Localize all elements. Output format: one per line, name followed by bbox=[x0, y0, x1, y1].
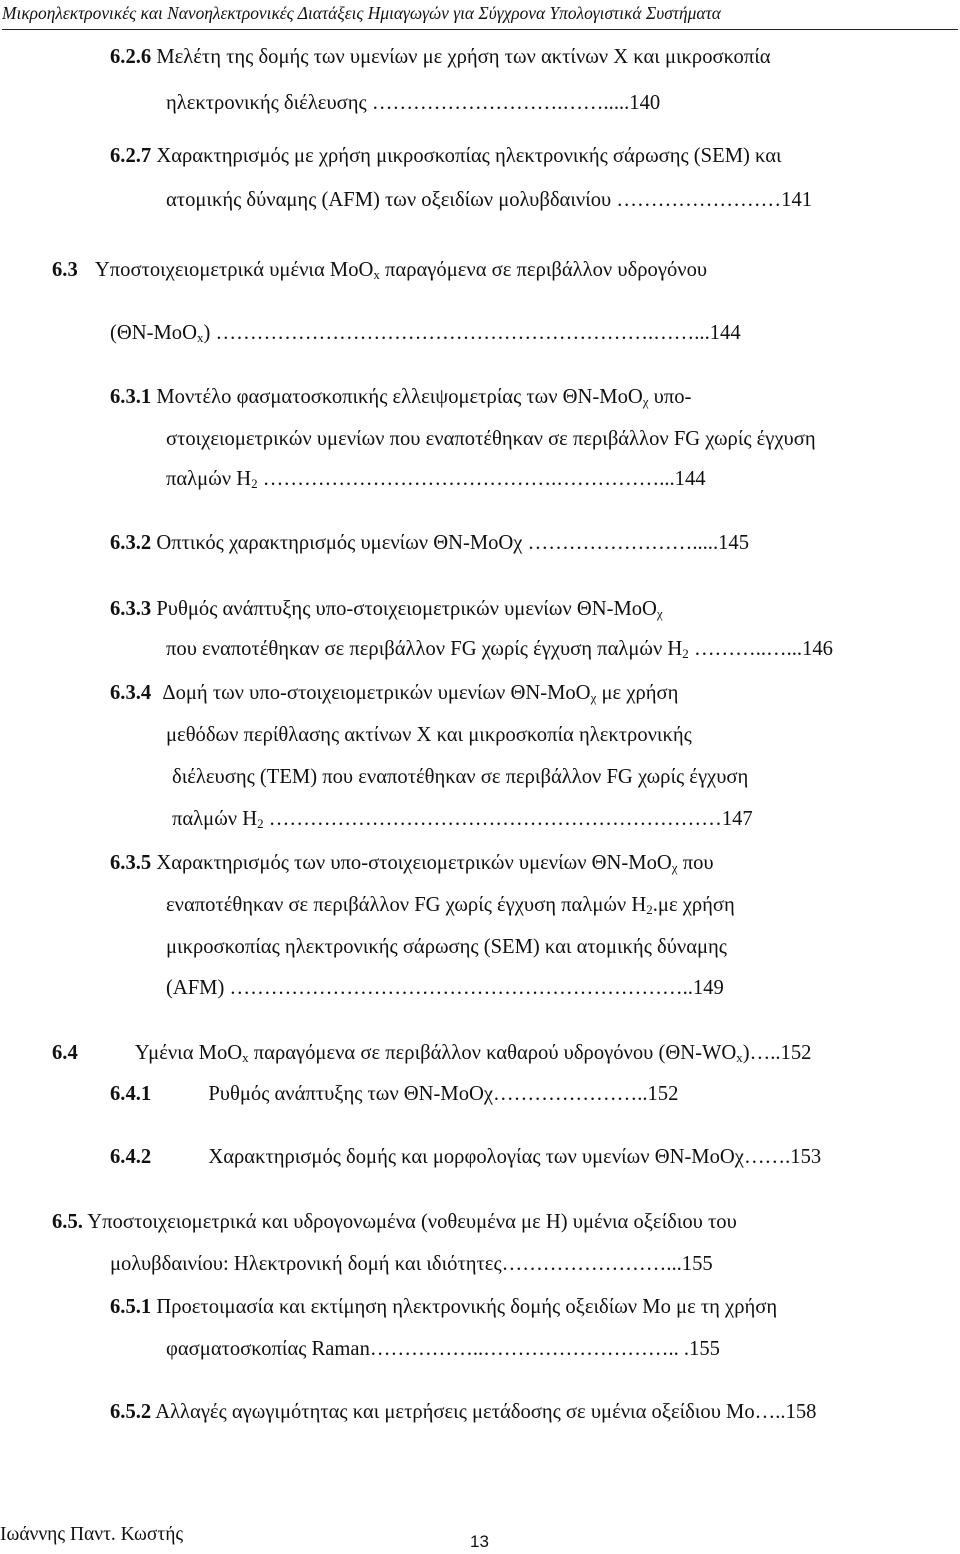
toc-dot-leader: … bbox=[754, 1401, 776, 1423]
toc-page-number: ..152 bbox=[770, 1042, 812, 1064]
toc-number: 6.2.6 bbox=[110, 46, 152, 68]
toc-number: 6.3.5 bbox=[110, 852, 152, 874]
toc-page-number: 141 bbox=[781, 189, 813, 211]
toc-page-number: ..158 bbox=[775, 1401, 817, 1423]
toc-page-number: 155 bbox=[689, 1338, 720, 1360]
toc-number: 6.5. bbox=[52, 1211, 83, 1233]
running-title: Μικροηλεκτρονικές και Νανοηλεκτρονικές Διατάξεις Ημιαγωγών για Σύγχρονα Υπολογιστικά Συστήματα bbox=[2, 3, 721, 23]
toc-entry-6-3-5-line1 bbox=[110, 850, 956, 881]
subscript: χ bbox=[642, 394, 649, 409]
toc-dot-leader: …………………….. bbox=[527, 532, 703, 554]
toc-entry-6-2-6-line2[interactable] bbox=[166, 90, 660, 116]
toc-title: Χαρακτηρισμός των υπο-στοιχειομετρικών υμενίων ΘΝ-MoO bbox=[151, 852, 672, 874]
toc-number: 6.4.1 bbox=[110, 1083, 152, 1105]
toc-dot-leader: …………………… bbox=[616, 189, 782, 211]
toc-title: ) bbox=[742, 1042, 750, 1064]
toc-entry-6-4-1[interactable] bbox=[110, 1081, 678, 1107]
toc-number: 6.2.7 bbox=[110, 145, 152, 167]
toc-page-number: ...155 bbox=[666, 1253, 713, 1275]
subscript: χ bbox=[656, 606, 663, 621]
toc-page-number: ...146 bbox=[786, 638, 833, 660]
toc-title-cont: παλμών H bbox=[172, 808, 258, 830]
toc-title: που bbox=[677, 852, 714, 874]
subscript: x bbox=[373, 267, 380, 282]
toc-title-cont: (ΘΝ-MoO bbox=[110, 322, 197, 344]
toc-entry-6-2-7-line1 bbox=[110, 143, 782, 169]
subscript: x bbox=[736, 1050, 743, 1065]
footer-page-number: 13 bbox=[470, 1532, 489, 1551]
toc-dot-leader: ………………………………………………………….. bbox=[229, 977, 693, 999]
toc-title-cont: φασματοσκοπίας Raman bbox=[166, 1338, 370, 1360]
toc-page-number: 149 bbox=[692, 977, 724, 999]
toc-entry-6-3-line1 bbox=[52, 257, 707, 288]
toc-entry-6-3-5-line4[interactable] bbox=[166, 975, 724, 1001]
toc-dot-leader: …………………………………….…………… bbox=[262, 468, 660, 490]
toc-dot-leader: ………..… bbox=[693, 638, 787, 660]
toc-entry-6-4-2[interactable] bbox=[110, 1144, 821, 1170]
toc-title: Δομή των υπο-στοιχειομετρικών υμενίων ΘΝ-MoO bbox=[162, 682, 591, 704]
running-header bbox=[2, 1, 958, 30]
toc-dot-leader: ……………………….…….. bbox=[371, 92, 614, 114]
toc-page-number: ...144 bbox=[659, 468, 706, 490]
toc-entry-6-3-2[interactable] bbox=[110, 530, 749, 556]
toc-number: 6.5.1 bbox=[110, 1296, 152, 1318]
toc-entry-6-3-4-line4[interactable] bbox=[172, 806, 753, 837]
toc-title-cont: ) bbox=[203, 322, 211, 344]
toc-title: παραγόμενα σε περιβάλλον υδρογόνου bbox=[379, 259, 708, 281]
toc-page-number: ...140 bbox=[613, 92, 661, 114]
toc-entry-6-5-line1 bbox=[52, 1209, 737, 1235]
toc-title: Ρυθμός ανάπτυξης των ΘΝ-MoOχ bbox=[208, 1083, 494, 1105]
toc-title-cont: ηλεκτρονικής διέλευσης bbox=[166, 92, 367, 114]
toc-entry-6-3-5-line3 bbox=[166, 934, 956, 960]
toc-title: υπο- bbox=[648, 386, 692, 408]
subscript: χ bbox=[590, 690, 597, 705]
toc-title: Χαρακτηρισμός με χρήση μικροσκοπίας ηλεκτρονικής σάρωσης (SEM) και bbox=[151, 145, 782, 167]
toc-title: με χρήση bbox=[596, 682, 679, 704]
toc-entry-6-4[interactable] bbox=[52, 1040, 811, 1071]
toc-title-cont: ατομικής δύναμης (AFM) των οξειδίων μολυβδαινίου bbox=[166, 189, 612, 211]
toc-entry-6-5-line2[interactable] bbox=[110, 1251, 713, 1277]
toc-title: παραγόμενα σε περιβάλλον καθαρού υδρογόνου (ΘΝ-WO bbox=[248, 1042, 737, 1064]
toc-number: 6.3.4 bbox=[110, 682, 152, 704]
subscript: 2 bbox=[257, 816, 264, 831]
toc-title: Μελέτη της δομής των υμενίων με χρήση των ακτίνων Χ και μικροσκοπία bbox=[151, 46, 771, 68]
subscript: 2 bbox=[646, 902, 653, 917]
toc-entry-6-3-3-line1 bbox=[110, 596, 663, 627]
toc-number: 6.4 bbox=[52, 1042, 78, 1064]
toc-dot-leader: …………………. bbox=[493, 1083, 643, 1105]
toc-entry-6-2-7-line2[interactable] bbox=[166, 187, 812, 213]
toc-entry-6-3-3-line2[interactable] bbox=[166, 636, 833, 667]
toc-entry-6-3-line2[interactable] bbox=[110, 320, 741, 351]
toc-title-cont: μολυβδαινίου: Ηλεκτρονική δομή και ιδιότητες bbox=[110, 1253, 502, 1275]
toc-title-cont: .με χρήση bbox=[652, 894, 735, 916]
toc-title-cont: (AFM) bbox=[166, 977, 225, 999]
toc-dot-leader: … bbox=[749, 1042, 771, 1064]
toc-title: Προετοιμασία και εκτίμηση ηλεκτρονικής δομής οξειδίων Mo με τη χρήση bbox=[151, 1296, 778, 1318]
toc-entry-6-3-4-line1 bbox=[110, 680, 678, 711]
footer-author: Ιωάννης Παντ. Κωστής bbox=[0, 1524, 184, 1545]
toc-entry-6-5-2[interactable] bbox=[110, 1399, 816, 1425]
toc-title: Χαρακτηρισμός δομής και μορφολογίας των υμενίων ΘΝ-MoOχ bbox=[208, 1146, 744, 1168]
toc-entry-6-3-4-line2 bbox=[166, 722, 692, 748]
toc-entry-6-2-6-line1 bbox=[110, 44, 956, 70]
subscript: x bbox=[196, 330, 204, 345]
toc-title-cont: παλμών H bbox=[166, 468, 252, 490]
toc-entry-6-5-1-line1 bbox=[110, 1294, 777, 1320]
toc-dot-leader: …………………… bbox=[501, 1253, 667, 1275]
toc-dot-leader: ……. bbox=[743, 1146, 791, 1168]
toc-title: Υποστοιχειομετρικά υμένια MoO bbox=[94, 259, 374, 281]
toc-number: 6.3.2 bbox=[110, 532, 152, 554]
subscript: x bbox=[242, 1050, 249, 1065]
toc-entry-6-3-1-line3[interactable] bbox=[166, 466, 706, 497]
toc-page-number: .152 bbox=[642, 1083, 679, 1105]
toc-entry-6-3-4-line3 bbox=[172, 764, 748, 790]
toc-dot-leader: ……………………………………………………….…… bbox=[215, 322, 695, 344]
toc-title: Μοντέλο φασματοσκοπικής ελλειψομετρίας των ΘΝ-MoO bbox=[151, 386, 643, 408]
toc-number: 6.3.1 bbox=[110, 386, 152, 408]
toc-page-number: 153 bbox=[790, 1146, 822, 1168]
toc-title-cont: διέλευσης (TEM) που εναποτέθηκαν σε περιβάλλον FG χωρίς έγχυση bbox=[172, 766, 749, 788]
toc-title: Υμένια MoO bbox=[134, 1042, 243, 1064]
toc-number: 6.3.3 bbox=[110, 598, 152, 620]
toc-entry-6-3-1-line1 bbox=[110, 384, 956, 415]
toc-entry-6-3-1-line2 bbox=[166, 426, 816, 452]
subscript: 2 bbox=[682, 646, 689, 661]
toc-entry-6-3-5-line2 bbox=[166, 892, 956, 923]
toc-title-cont: που εναποτέθηκαν σε περιβάλλον FG χωρίς έγχυση παλμών H bbox=[166, 638, 683, 660]
toc-title-cont: στοιχειομετρικών υμενίων που εναποτέθηκαν σε περιβάλλον FG χωρίς έγχυση bbox=[166, 428, 816, 450]
subscript: χ bbox=[671, 860, 678, 875]
toc-entry-6-5-1-line2[interactable] bbox=[166, 1336, 720, 1362]
toc-title: Ρυθμός ανάπτυξης υπο-στοιχειομετρικών υμενίων ΘΝ-MoO bbox=[151, 598, 657, 620]
toc-title: Οπτικός χαρακτηρισμός υμενίων ΘΝ-MoOχ bbox=[151, 532, 523, 554]
toc-page-number: 147 bbox=[721, 808, 753, 830]
toc-page-number: ...145 bbox=[702, 532, 749, 554]
toc-title: Αλλαγές αγωγιμότητας και μετρήσεις μετάδοσης σε υμένια οξείδιου Mo bbox=[151, 1401, 755, 1423]
toc-dot-leader: ………………………………………………………… bbox=[268, 808, 722, 830]
toc-dot-leader: ……………..……………………….. . bbox=[369, 1338, 690, 1360]
toc-title-cont: μεθόδων περίθλασης ακτίνων Χ και μικροσκοπία ηλεκτρονικής bbox=[166, 724, 692, 746]
toc-title: Υποστοιχειομετρικά και υδρογονωμένα (νοθευμένα με Η) υμένια οξείδιου του bbox=[82, 1211, 737, 1233]
toc-title-cont: μικροσκοπίας ηλεκτρονικής σάρωσης (SEM) και ατομικής δύναμης bbox=[166, 936, 727, 958]
toc-number: 6.5.2 bbox=[110, 1401, 152, 1423]
subscript: 2 bbox=[251, 476, 258, 491]
toc-title-cont: εναποτέθηκαν σε περιβάλλον FG χωρίς έγχυση παλμών H bbox=[166, 894, 647, 916]
toc-number: 6.3 bbox=[52, 259, 78, 281]
toc-number: 6.4.2 bbox=[110, 1146, 152, 1168]
toc-page-number: ...144 bbox=[694, 322, 741, 344]
